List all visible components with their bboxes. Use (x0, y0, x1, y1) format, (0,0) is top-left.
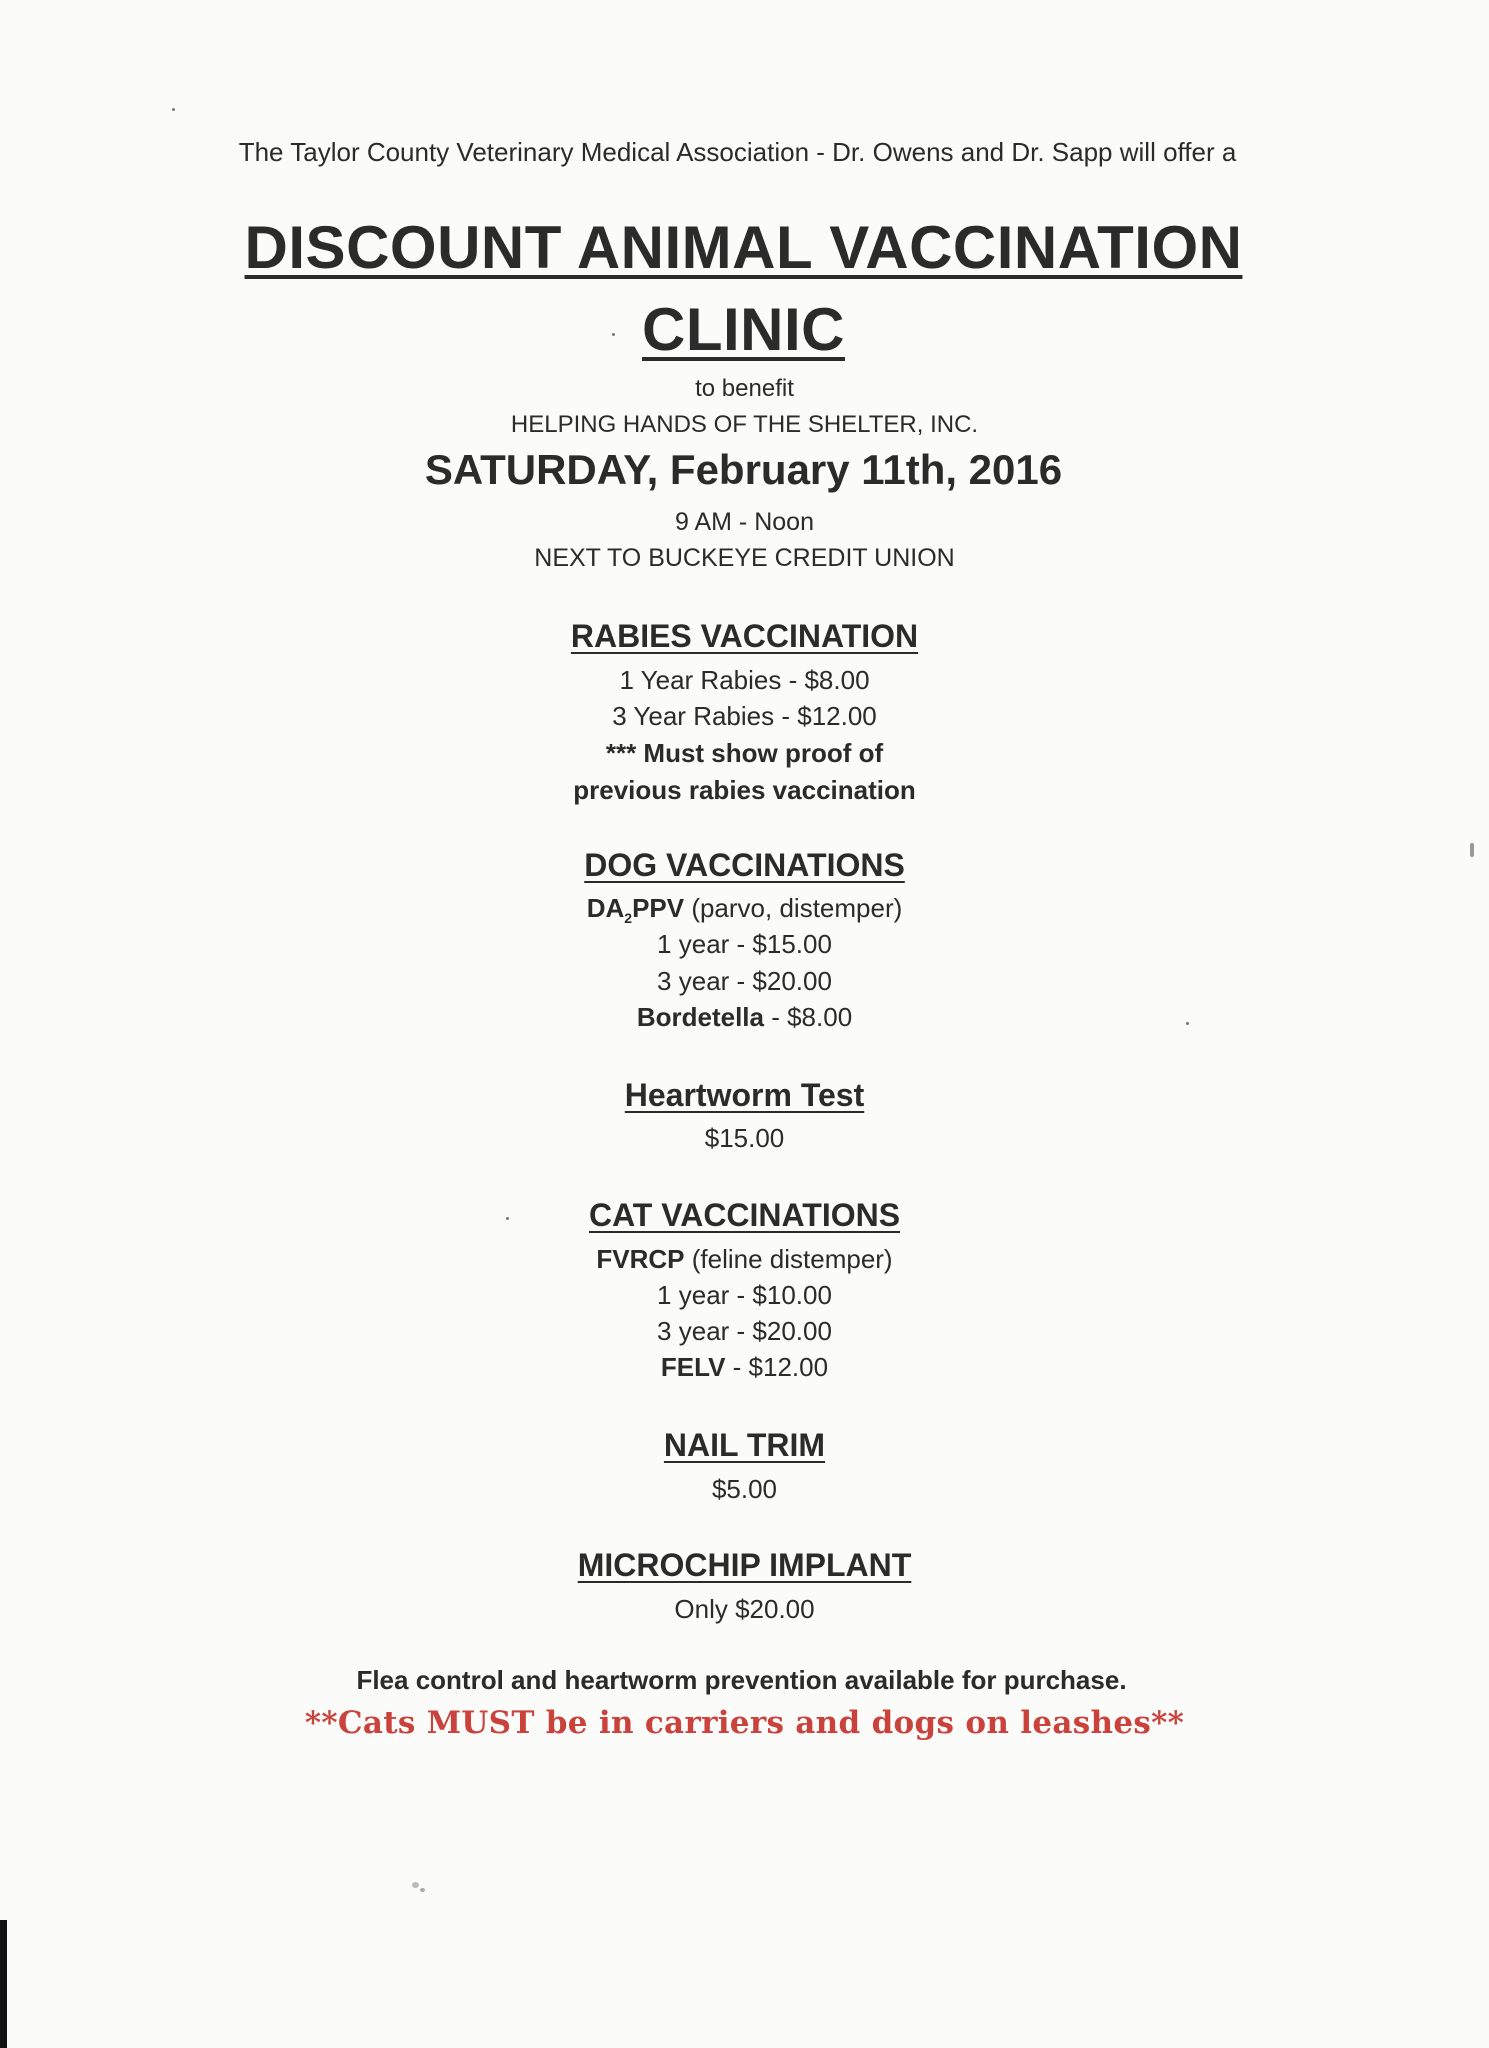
cat-vaccine-line (0, 1244, 1489, 1275)
scan-speck (1186, 1022, 1189, 1025)
felv-name: FELV (660, 1352, 726, 1382)
heartworm-price: $15.00 (704, 1123, 785, 1153)
nail-trim-price: $5.00 (711, 1474, 778, 1504)
scan-speck (612, 333, 615, 336)
bordetella-name: Bordetella (636, 1002, 764, 1032)
dog-vaccine-desc: (parvo, distemper) (684, 893, 903, 923)
cat-3-year: 3 year - $20.00 (657, 1316, 832, 1346)
bordetella-price: - $8.00 (763, 1002, 853, 1032)
heartworm-heading: Heartworm Test (624, 1077, 865, 1113)
title-line-2: CLINIC (642, 296, 845, 363)
carrier-leash-warning: **Cats MUST be in carriers and dogs on leashes** (304, 1705, 1185, 1741)
microchip-price: Only $20.00 (674, 1594, 815, 1624)
rabies-3-year: 3 Year Rabies - $12.00 (612, 701, 877, 731)
rabies-note-line-2: previous rabies vaccination (573, 775, 916, 805)
title-line-1: DISCOUNT ANIMAL VACCINATION (244, 214, 1243, 281)
dog-vaccine-prefix: DA (586, 893, 625, 923)
bordetella-line (0, 1002, 1489, 1033)
intro-text: The Taylor County Veterinary Medical Association - Dr. Owens and Dr. Sapp will offer a (238, 137, 1237, 167)
scan-speck (1470, 843, 1474, 857)
dog-vaccine-suffix: PPV (632, 893, 685, 923)
dog-3-year: 3 year - $20.00 (657, 966, 832, 996)
cat-1-year: 1 year - $10.00 (657, 1280, 832, 1310)
rabies-1-year: 1 Year Rabies - $8.00 (619, 665, 870, 695)
dog-1-year: 1 year - $15.00 (657, 929, 832, 959)
rabies-note-line-1: *** Must show proof of (605, 738, 884, 768)
event-date: SATURDAY, February 11th, 2016 (424, 446, 1063, 493)
dog-vaccine-subscript: 2 (624, 910, 633, 927)
scan-speck (412, 1882, 419, 1888)
microchip-heading: MICROCHIP IMPLANT (577, 1547, 912, 1583)
beneficiary: HELPING HANDS OF THE SHELTER, INC. (510, 411, 979, 438)
flea-note: Flea control and heartworm prevention available for purchase. (356, 1665, 1127, 1695)
cat-vaccine-name: FVRCP (596, 1244, 685, 1274)
dog-heading: DOG VACCINATIONS (584, 847, 905, 883)
nail-trim-heading: NAIL TRIM (663, 1427, 826, 1463)
scan-speck (506, 1217, 509, 1220)
scan-speck (420, 1888, 425, 1892)
felv-price: - $12.00 (725, 1352, 829, 1382)
event-time: 9 AM - Noon (675, 508, 814, 536)
cat-heading: CAT VACCINATIONS (588, 1197, 901, 1233)
cat-vaccine-desc: (feline distemper) (684, 1244, 893, 1274)
benefit-label: to benefit (695, 375, 794, 402)
scan-edge-mark (0, 1920, 7, 2048)
felv-line (0, 1352, 1489, 1383)
dog-vaccine-line (0, 893, 1489, 926)
rabies-heading: RABIES VACCINATION (570, 618, 919, 654)
event-location: NEXT TO BUCKEYE CREDIT UNION (534, 544, 955, 572)
scan-speck (172, 108, 175, 111)
